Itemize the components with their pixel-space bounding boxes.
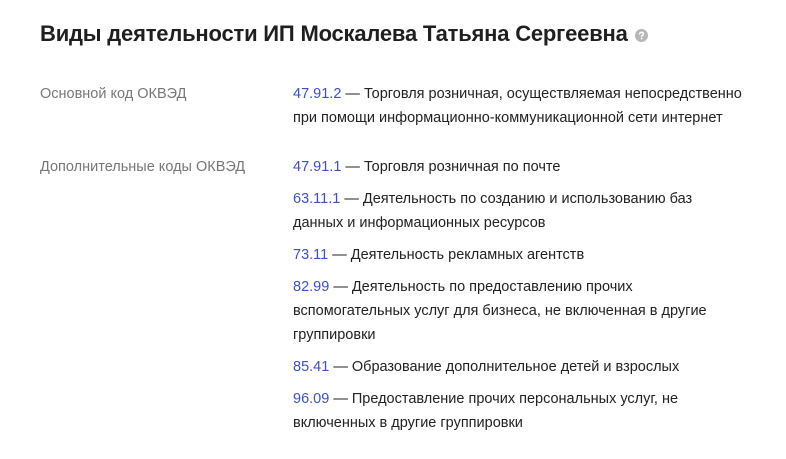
okved-description: — Торговля розничная, осуществляемая непосредственно при помощи информационно-коммуникационной сети интернет xyxy=(293,86,742,126)
title-row xyxy=(40,20,746,48)
primary-okved-codes xyxy=(293,82,746,130)
okved-description: — Образование дополнительное детей и взрослых xyxy=(329,359,680,375)
okved-description: — Деятельность по созданию и использованию баз данных и информационных ресурсов xyxy=(293,191,693,231)
question-circle-icon[interactable] xyxy=(635,29,648,42)
okved-entry xyxy=(293,187,746,235)
primary-okved-section xyxy=(40,82,746,130)
okved-description: — Торговля розничная по почте xyxy=(341,159,561,175)
okved-description: — Предоставление прочих персональных услуг, не включенных в другие группировки xyxy=(293,391,679,431)
extra-okved-label: Дополнительные коды ОКВЭД xyxy=(40,159,246,175)
okved-code-link[interactable]: 85.41 xyxy=(293,359,330,375)
okved-entry xyxy=(293,82,746,130)
okved-entry xyxy=(293,355,746,379)
page-title: Виды деятельности ИП Москалева Татьяна Сергеевна xyxy=(40,21,628,46)
okved-code-link[interactable]: 63.11.1 xyxy=(293,191,341,207)
okved-description: — Деятельность по предоставлению прочих вспомогательных услуг для бизнеса, не включенная в другие группировки xyxy=(293,279,707,343)
okved-entry xyxy=(293,387,746,435)
okved-code-link[interactable]: 47.91.1 xyxy=(293,159,342,175)
okved-entry xyxy=(293,155,746,179)
okved-entry xyxy=(293,275,746,347)
okved-entry xyxy=(293,243,746,267)
primary-okved-label: Основной код ОКВЭД xyxy=(40,86,187,102)
extra-okved-section xyxy=(40,155,746,435)
okved-code-link[interactable]: 96.09 xyxy=(293,391,330,407)
okved-code-link[interactable]: 73.11 xyxy=(293,247,329,263)
okved-code-link[interactable]: 82.99 xyxy=(293,279,330,295)
extra-okved-codes xyxy=(293,155,746,435)
okved-code-link[interactable]: 47.91.2 xyxy=(293,86,342,102)
okved-description: — Деятельность рекламных агентств xyxy=(328,247,585,263)
